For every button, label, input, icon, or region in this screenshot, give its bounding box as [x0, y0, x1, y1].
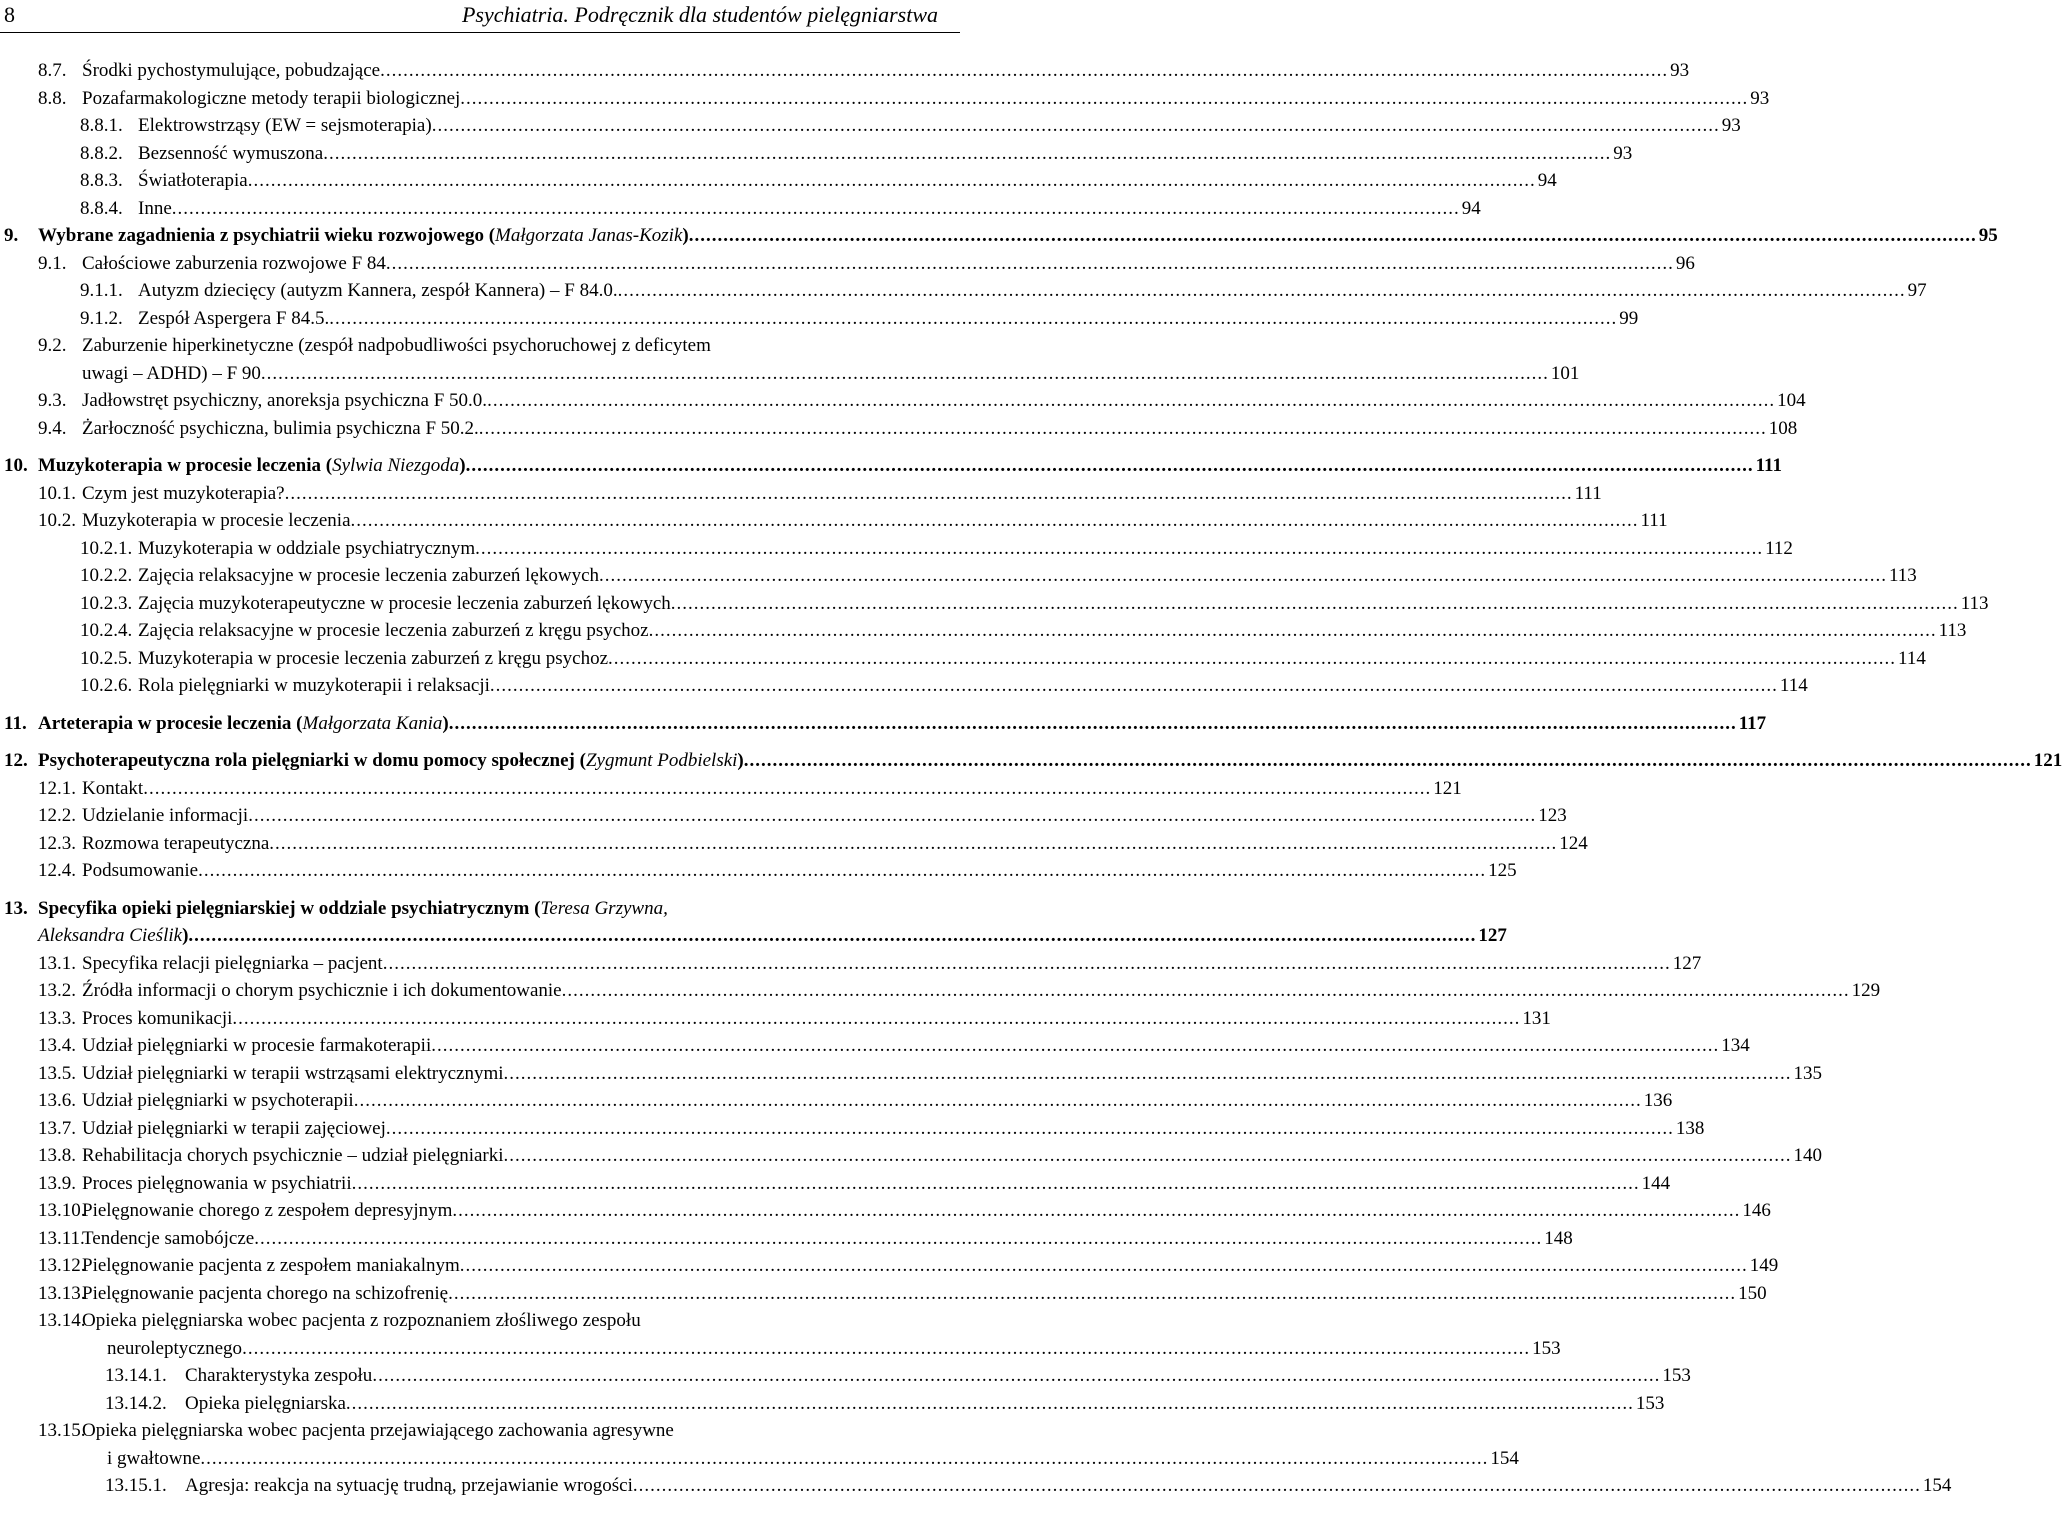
toc-entry-author: Sylwia Niezgoda: [332, 455, 460, 476]
toc-gap: [0, 445, 960, 455]
toc-entry-title-tail: ): [182, 925, 189, 946]
toc-entry: [0, 1310, 960, 1338]
toc-entry-title: Wybrane zagadnienia z psychiatrii wieku rozwojowego (: [38, 225, 496, 246]
toc-entry-title: Zajęcia relaksacyjne w procesie leczenia zaburzeń lękowych: [138, 565, 600, 586]
toc-entry-page: 135: [1793, 1062, 1823, 1084]
toc-entry-title: Całościowe zaburzenia rozwojowe F 84: [82, 252, 386, 274]
toc-entry: [0, 1062, 1823, 1091]
toc-entry-title: Opieka pielęgniarska wobec pacjenta przejawiającego zachowania agresywne: [82, 1420, 674, 1441]
toc-entry-page: 113: [1889, 565, 1917, 586]
toc-entry-number: 9.4.: [38, 417, 67, 439]
toc-entry-page: 121: [2033, 750, 2062, 771]
toc-entry: [0, 1365, 1691, 1393]
toc-entry-page: 93: [1613, 142, 1633, 164]
toc-entry-number: 10.2.4.: [80, 620, 133, 641]
toc-dot-leader: [346, 1393, 1634, 1415]
toc-entry: [0, 620, 1967, 648]
toc-entry: [0, 280, 1927, 308]
toc-entry-number: 9.2.: [38, 335, 67, 356]
toc-entry-page: 101: [1550, 362, 1580, 384]
toc-entry-title: Muzykoterapia w procesie leczenia: [82, 510, 351, 531]
toc-entry-number: 12.3.: [38, 832, 76, 854]
toc-entry: [0, 777, 1462, 806]
toc-entry: [0, 1255, 1779, 1283]
toc-entry-number: 13.10.: [38, 1200, 86, 1221]
toc-entry-title: Środki pychostymulujące, pobudzające: [82, 60, 381, 81]
toc-dot-leader: [608, 648, 1896, 670]
toc-entry-title: Muzykoterapia w procesie leczenia zaburzeń z kręgu psychoz: [138, 647, 609, 669]
toc-dot-leader: [323, 143, 1611, 165]
toc-entry-number: 13.14.1.: [105, 1365, 167, 1386]
toc-entry-number: 13.14.: [38, 1310, 86, 1331]
toc-entry-number: 10.1.: [38, 482, 76, 504]
toc-entry-number: 12.: [4, 750, 28, 771]
toc-entry-number: 13.: [4, 897, 28, 919]
toc-entry: [0, 417, 1798, 446]
toc-entry: [0, 1337, 1561, 1366]
toc-entry-page: 121: [1433, 777, 1462, 799]
toc-dot-leader: [248, 805, 1536, 827]
toc-entry-author: Zygmunt Podbielski: [585, 750, 738, 771]
toc-entry-number: 10.2.: [38, 510, 76, 531]
toc-entry-title: Podsumowanie: [82, 860, 199, 881]
toc-entry-number: 9.1.: [38, 252, 67, 274]
toc-entry-title: Udział pielęgniarki w terapii zajęciowej: [82, 1117, 386, 1139]
toc-entry-title: Proces komunikacji: [82, 1007, 233, 1029]
toc-entry-title: Muzykoterapia w procesie leczenia (: [38, 455, 333, 476]
toc-dot-leader: [649, 620, 1937, 642]
toc-entry-page: 134: [1721, 1035, 1750, 1056]
toc-entry-title: Pielęgnowanie pacjenta z zespołem maniakalnym: [82, 1255, 460, 1276]
toc-entry-page: 93: [1670, 60, 1690, 81]
toc-entry-title: Bezsenność wymuszona: [138, 142, 324, 164]
toc-entry-page: 97: [1907, 280, 1927, 301]
toc-entry-title: Rola pielęgniarki w muzykoterapii i relaksacji: [138, 675, 490, 696]
toc-entry-page: 96: [1675, 252, 1695, 274]
toc-entry-page: 127: [1672, 952, 1702, 974]
toc-dot-leader: [354, 1090, 1642, 1112]
toc-entry-page: 93: [1721, 115, 1741, 136]
toc-entry-title: Zespół Aspergera F 84.5.: [138, 307, 330, 329]
toc-dot-leader: [383, 953, 1671, 975]
toc-entry-number: 13.2.: [38, 980, 76, 1001]
toc-entry-title: Specyfika relacji pielęgniarka – pacjent: [82, 952, 383, 974]
toc-entry-number: 13.11.: [38, 1227, 85, 1249]
toc-entry-number: 13.12.: [38, 1255, 86, 1276]
toc-entry-number: 9.3.: [38, 390, 67, 411]
toc-dot-leader: [466, 455, 1754, 477]
toc-entry-title: Pozafarmakologiczne metody terapii biologicznej: [82, 87, 461, 109]
toc-entry-title: Zajęcia muzykoterapeutyczne w procesie leczenia zaburzeń lękowych: [138, 592, 671, 614]
toc-entry-title: Charakterystyka zespołu: [185, 1365, 373, 1386]
toc-entry-title: Specyfika opieki pielęgniarskiej w oddziale psychiatrycznym (: [38, 897, 541, 919]
toc-entry: [0, 170, 1557, 198]
toc-entry-page: 150: [1738, 1282, 1767, 1304]
toc-entry-number: 13.4.: [38, 1035, 76, 1056]
toc-entry-page: 95: [1978, 225, 1998, 246]
toc-entry: [0, 565, 1917, 593]
toc-dot-leader: [172, 198, 1460, 220]
toc-dot-leader: [188, 925, 1476, 947]
toc-entry-page: 131: [1522, 1007, 1551, 1029]
toc-entry: [0, 362, 1580, 391]
toc-entry-title: Zajęcia relaksacyjne w procesie leczenia zaburzeń z kręgu psychoz: [138, 620, 649, 641]
page-header: [0, 0, 960, 33]
toc-entry-title: Autyzm dziecięcy (autyzm Kannera, zespół Kannera) – F 84.0.: [138, 280, 618, 301]
toc-dot-leader: [487, 390, 1775, 412]
toc-gap: [0, 740, 960, 750]
toc-entry-number: 10.2.6.: [80, 675, 133, 696]
toc-entry-title: Pielęgnowanie pacjenta chorego na schizofrenię: [82, 1282, 449, 1304]
toc-entry-title-tail: ): [459, 455, 466, 476]
toc-entry-number: 9.: [4, 225, 19, 246]
toc-dot-leader: [744, 750, 2032, 772]
toc-dot-leader: [671, 593, 1959, 615]
toc-entry-page: 111: [1755, 455, 1783, 476]
toc-entry-title: Psychoterapeutyczna rola pielęgniarki w domu pomocy społecznej (: [38, 750, 586, 771]
toc-entry-title: Agresja: reakcja na sytuację trudną, przejawianie wrogości: [185, 1475, 633, 1496]
toc-entry-title: Udzielanie informacji: [82, 805, 249, 826]
toc-dot-leader: [143, 778, 1431, 800]
toc-entry-number: 13.14.2.: [105, 1392, 167, 1414]
toc-entry-page: 123: [1538, 805, 1567, 826]
toc-entry: [0, 87, 1770, 116]
toc-entry-number: 13.3.: [38, 1007, 76, 1029]
toc-entry: [0, 225, 1998, 253]
toc-dot-leader: [432, 115, 1720, 137]
toc-entry-number: 8.8.2.: [80, 142, 123, 164]
toc-entry-page: 125: [1488, 860, 1517, 881]
toc-entry-title: Światłoterapia: [138, 170, 248, 191]
toc-entry-author: Małgorzata Kania: [302, 712, 443, 734]
toc-entry-page: 104: [1777, 390, 1806, 411]
toc-entry-title: Udział pielęgniarki w psychoterapii: [82, 1090, 354, 1111]
toc-entry-title: uwagi – ADHD) – F 90: [82, 362, 261, 384]
toc-entry: [0, 592, 1989, 621]
toc-dot-leader: [269, 833, 1557, 855]
toc-entry: [0, 1117, 1705, 1146]
toc-entry: [0, 1200, 1771, 1228]
toc-entry-page: 93: [1750, 87, 1770, 109]
toc-entry-number: 13.15.: [38, 1420, 86, 1441]
toc-dot-leader: [386, 1118, 1674, 1140]
toc-entry-title: Elektrowstrząsy (EW = sejsmoterapia): [138, 115, 432, 136]
toc-entry-number: 10.: [4, 455, 28, 476]
toc-dot-leader: [431, 1035, 1719, 1057]
toc-entry-title: Proces pielęgnowania w psychiatrii: [82, 1172, 352, 1194]
toc-entry-page: 153: [1662, 1365, 1691, 1386]
toc-dot-leader: [562, 980, 1850, 1002]
toc-entry: [0, 455, 1783, 483]
toc-dot-leader: [490, 675, 1778, 697]
toc-entry-title-tail: ): [442, 712, 449, 734]
toc-entry-number: 12.2.: [38, 805, 76, 826]
toc-entry: [0, 1172, 1671, 1201]
toc-entry-page: 113: [1960, 592, 1989, 614]
toc-dot-leader: [689, 225, 1977, 247]
toc-dot-leader: [248, 170, 1536, 192]
toc-dot-leader: [475, 538, 1763, 560]
toc-entry: [0, 197, 1481, 226]
toc-entry-number: 12.4.: [38, 860, 76, 881]
toc-entry-page: 111: [1574, 482, 1602, 504]
toc-entry-number: 13.7.: [38, 1117, 76, 1139]
toc-entry-number: 10.2.5.: [80, 647, 133, 669]
toc-dot-leader: [254, 1228, 1542, 1250]
toc-entry: [0, 750, 2062, 778]
toc-dot-leader: [618, 280, 1906, 302]
toc-dot-leader: [449, 713, 1737, 735]
toc-entry-page: 129: [1851, 980, 1881, 1001]
toc-entry: [0, 60, 1690, 88]
toc-entry: [0, 675, 1808, 703]
toc-entry: [0, 115, 1741, 143]
toc-entry: [0, 832, 1588, 861]
toc-entry-page: 153: [1532, 1337, 1561, 1359]
toc-dot-leader: [261, 363, 1549, 385]
toc-entry: [0, 142, 1633, 171]
toc-dot-leader: [329, 308, 1617, 330]
toc-entry-title: Żarłoczność psychiczna, bulimia psychiczna F 50.2.: [82, 417, 479, 439]
toc-entry: [0, 390, 1806, 418]
toc-entry: [0, 712, 1767, 741]
toc-entry-title: Tendencje samobójcze: [82, 1227, 255, 1249]
toc-dot-leader: [504, 1063, 1792, 1085]
toc-entry-title: Źródła informacji o chorym psychicznie i ich dokumentowanie: [82, 980, 562, 1001]
toc-dot-leader: [372, 1365, 1660, 1387]
toc-entry: [0, 805, 1567, 833]
toc-entry-title: Opieka pielęgniarska: [185, 1392, 346, 1414]
toc-dot-leader: [448, 1283, 1736, 1305]
toc-entry-title: Udział pielęgniarki w procesie farmakoterapii: [82, 1035, 432, 1056]
toc-entry-page: 136: [1643, 1090, 1673, 1111]
toc-entry: [0, 482, 1602, 511]
toc-entry-title: Kontakt: [82, 777, 144, 799]
toc-entry-number: 13.9.: [38, 1172, 76, 1194]
toc-entry: [0, 1090, 1673, 1118]
toc-dot-leader: [351, 510, 1639, 532]
toc-entry-page: 140: [1793, 1145, 1823, 1166]
toc-entry-title-tail: ): [682, 225, 689, 246]
toc-dot-leader: [386, 253, 1674, 275]
toc-entry-number: 10.2.3.: [80, 592, 133, 614]
toc-dot-leader: [460, 1255, 1748, 1277]
toc-entry-number: 13.5.: [38, 1062, 76, 1084]
toc-entry-page: 113: [1938, 620, 1967, 641]
toc-dot-leader: [599, 565, 1887, 587]
toc-entry-title: i gwałtowne: [107, 1447, 201, 1469]
toc-entry-number: 8.8.1.: [80, 115, 123, 136]
toc-entry: [0, 307, 1639, 336]
toc-entry-page: 144: [1641, 1172, 1671, 1194]
toc-entry-page: 127: [1478, 925, 1507, 946]
toc-entry-number: 8.8.3.: [80, 170, 123, 191]
toc-entry-title: Opieka pielęgniarska wobec pacjenta z rozpoznaniem złośliwego zespołu: [82, 1310, 641, 1331]
toc-entry: [0, 252, 1695, 281]
toc-entry-author: Teresa Grzywna,: [540, 897, 668, 919]
toc-gap: [0, 703, 960, 713]
toc-entry: [0, 898, 960, 926]
toc-entry: [0, 647, 1926, 676]
toc-entry-page: 117: [1738, 712, 1767, 734]
toc-entry-number: 8.8.: [38, 87, 67, 109]
toc-entry-page: 153: [1635, 1392, 1665, 1414]
toc-entry-number: 8.7.: [38, 60, 67, 81]
toc-entry-number: 10.2.1.: [80, 537, 133, 559]
toc-entry-number: 8.8.4.: [80, 197, 123, 219]
toc-dot-leader: [479, 418, 1767, 440]
toc-entry-page: 154: [1490, 1447, 1519, 1469]
toc-entry-page: 149: [1749, 1255, 1779, 1276]
toc-entry: [0, 1392, 1665, 1421]
toc-dot-leader: [452, 1200, 1740, 1222]
toc-entry-number: 11.: [4, 712, 27, 734]
toc-entry-title-tail: ): [737, 750, 744, 771]
toc-entry-page: 94: [1461, 197, 1481, 219]
toc-entry-title: Rehabilitacja chorych psychicznie – udział pielęgniarki: [82, 1145, 504, 1166]
toc-entry: [0, 1282, 1767, 1311]
toc-entry-number: 13.13.: [38, 1282, 86, 1304]
toc-dot-leader: [242, 1338, 1530, 1360]
toc-entry: [0, 510, 1668, 538]
toc-entry-page: 146: [1742, 1200, 1771, 1221]
toc-dot-leader: [200, 1448, 1488, 1470]
toc-entry: [0, 1420, 960, 1448]
running-title: Psychiatria. Podręcznik dla studentów pielęgniarstwa: [461, 2, 938, 27]
toc-entry: [0, 1227, 1573, 1256]
toc-entry-number: 13.15.1.: [105, 1475, 167, 1496]
toc-dot-leader: [504, 1145, 1792, 1167]
toc-dot-leader: [198, 860, 1486, 882]
table-of-contents: [0, 60, 2062, 1503]
toc-entry: [0, 925, 1507, 953]
toc-gap: [0, 888, 960, 898]
toc-entry-number: 12.1.: [38, 777, 76, 799]
toc-entry-title: Udział pielęgniarki w terapii wstrząsami elektrycznymi: [82, 1062, 504, 1084]
toc-entry: [0, 1007, 1551, 1036]
toc-entry-page: 124: [1559, 832, 1588, 854]
toc-entry-author: Małgorzata Janas-Kozik: [495, 225, 683, 246]
toc-dot-leader: [352, 1173, 1640, 1195]
toc-dot-leader: [460, 88, 1748, 110]
toc-entry-page: 94: [1537, 170, 1557, 191]
toc-entry-title: Czym jest muzykoterapia?: [82, 482, 285, 504]
toc-entry-title: Arteterapia w procesie leczenia (: [38, 712, 303, 734]
toc-entry-number: 9.1.1.: [80, 280, 123, 301]
toc-entry-title: neuroleptycznego: [107, 1337, 243, 1359]
toc-entry: [0, 1447, 1519, 1476]
toc-entry-page: 112: [1765, 537, 1793, 559]
toc-entry-title: Muzykoterapia w oddziale psychiatrycznym: [138, 537, 476, 559]
toc-entry-number: 10.2.2.: [80, 565, 133, 586]
toc-entry-title: Zaburzenie hiperkinetyczne (zespół nadpobudliwości psychoruchowej z deficytem: [82, 335, 711, 356]
toc-dot-leader: [285, 483, 1573, 505]
page-number: 8: [4, 2, 15, 27]
toc-entry-number: 13.6.: [38, 1090, 76, 1111]
toc-entry-number: 13.1.: [38, 952, 76, 974]
toc-entry: [0, 335, 960, 363]
toc-entry-page: 99: [1619, 307, 1639, 329]
toc-entry-page: 114: [1898, 647, 1926, 669]
toc-entry-title: Pielęgnowanie chorego z zespołem depresyjnym: [82, 1200, 453, 1221]
toc-entry-page: 148: [1544, 1227, 1573, 1249]
toc-dot-leader: [633, 1475, 1921, 1497]
toc-entry-number: 9.1.2.: [80, 307, 123, 329]
toc-entry-page: 111: [1640, 510, 1668, 531]
toc-entry-title: Rozmowa terapeutyczna: [82, 832, 270, 854]
toc-entry-page: 108: [1768, 417, 1798, 439]
toc-entry: [0, 1035, 1750, 1063]
toc-entry-author: Aleksandra Cieślik: [38, 925, 183, 946]
toc-entry-number: 13.8.: [38, 1145, 76, 1166]
toc-entry: [0, 860, 1517, 888]
toc-dot-leader: [380, 60, 1668, 82]
toc-dot-leader: [232, 1008, 1520, 1030]
toc-entry-page: 114: [1779, 675, 1808, 696]
toc-entry: [0, 952, 1702, 981]
toc-entry-title: Jadłowstręt psychiczny, anoreksja psychiczna F 50.0.: [82, 390, 488, 411]
toc-entry-page: 154: [1922, 1475, 1952, 1496]
toc-entry: [0, 980, 1881, 1008]
toc-entry: [0, 537, 1793, 566]
toc-entry-page: 138: [1675, 1117, 1705, 1139]
toc-entry-title: Inne: [138, 197, 172, 219]
toc-entry: [0, 1145, 1823, 1173]
toc-entry: [0, 1475, 1952, 1503]
